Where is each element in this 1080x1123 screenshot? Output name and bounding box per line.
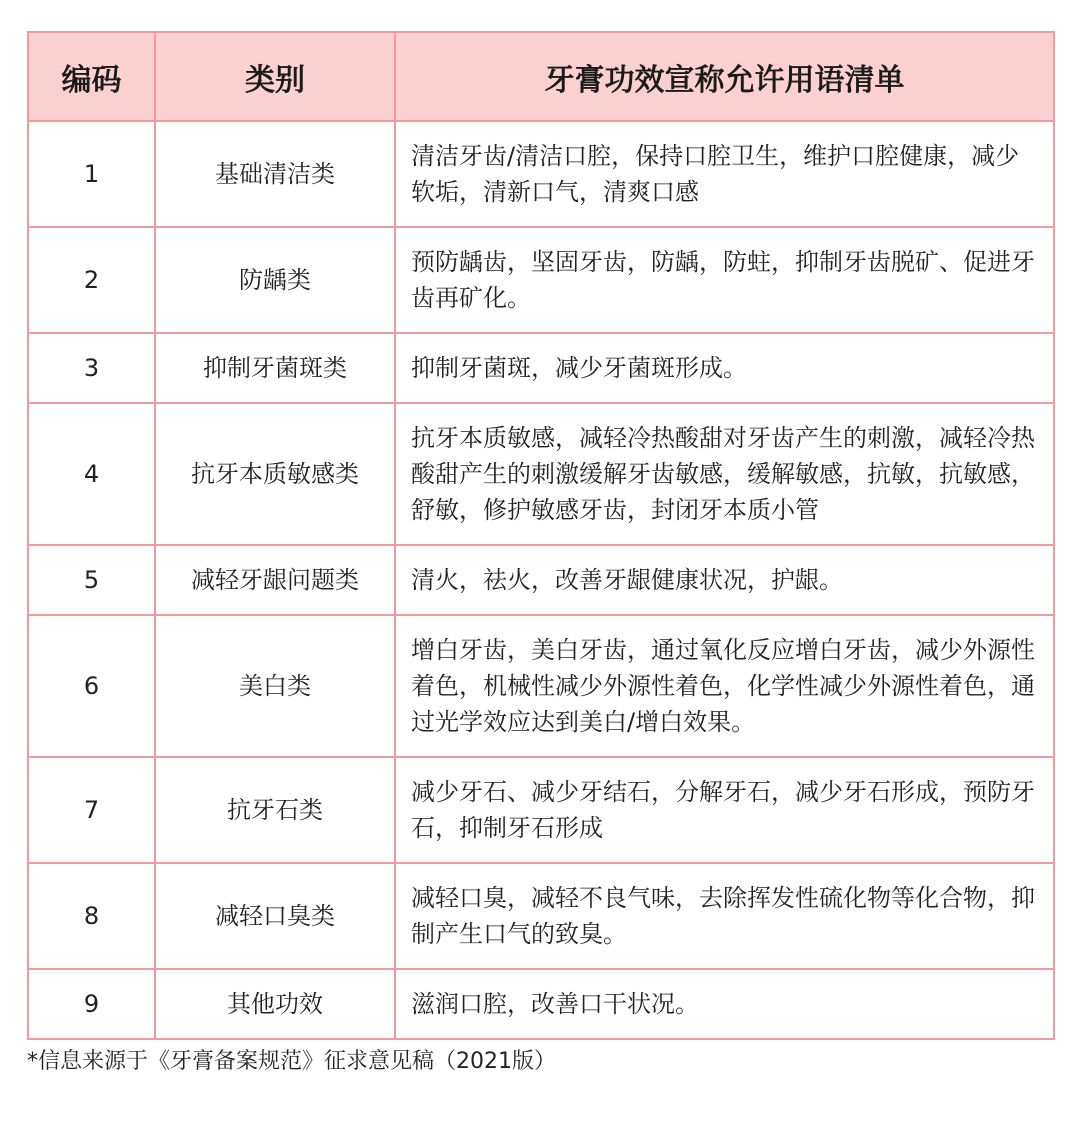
table-row <box>28 969 1054 1039</box>
row-code: 6 <box>28 615 155 757</box>
row-code: 7 <box>28 757 155 863</box>
header-code: 编码 <box>28 32 155 121</box>
table-row <box>28 615 1054 757</box>
row-category: 基础清洁类 <box>155 121 395 227</box>
row-code: 8 <box>28 863 155 969</box>
table-row <box>28 757 1054 863</box>
row-category: 防龋类 <box>155 227 395 333</box>
row-category: 抗牙本质敏感类 <box>155 403 395 545</box>
row-claims: 滋润口腔，改善口干状况。 <box>395 969 1054 1039</box>
row-category: 抗牙石类 <box>155 757 395 863</box>
row-category: 抑制牙菌斑类 <box>155 333 395 403</box>
row-code: 2 <box>28 227 155 333</box>
header-category: 类别 <box>155 32 395 121</box>
row-claims: 减轻口臭，减轻不良气味，去除挥发性硫化物等化合物，抑制产生口气的致臭。 <box>395 863 1054 969</box>
table-row <box>28 403 1054 545</box>
row-code: 3 <box>28 333 155 403</box>
table-row <box>28 545 1054 615</box>
table-row <box>28 121 1054 227</box>
row-code: 4 <box>28 403 155 545</box>
header-claims: 牙膏功效宣称允许用语清单 <box>395 32 1054 121</box>
table-header-row <box>28 32 1054 121</box>
row-claims: 清洁牙齿/清洁口腔，保持口腔卫生，维护口腔健康，减少软垢，清新口气，清爽口感 <box>395 121 1054 227</box>
row-code: 9 <box>28 969 155 1039</box>
row-claims: 增白牙齿，美白牙齿，通过氧化反应增白牙齿，减少外源性着色，机械性减少外源性着色，化学性减少外源性着色，通过光学效应达到美白/增白效果。 <box>395 615 1054 757</box>
row-code: 5 <box>28 545 155 615</box>
row-claims: 预防龋齿，坚固牙齿，防龋，防蛀，抑制牙齿脱矿、促进牙齿再矿化。 <box>395 227 1054 333</box>
claims-table <box>27 31 1055 1040</box>
row-category: 其他功效 <box>155 969 395 1039</box>
row-claims: 抗牙本质敏感，减轻冷热酸甜对牙齿产生的刺激，减轻冷热酸甜产生的刺激缓解牙齿敏感，缓解敏感，抗敏，抗敏感，舒敏，修护敏感牙齿，封闭牙本质小管 <box>395 403 1054 545</box>
row-claims: 减少牙石、减少牙结石，分解牙石，减少牙石形成，预防牙石，抑制牙石形成 <box>395 757 1054 863</box>
row-category: 减轻口臭类 <box>155 863 395 969</box>
table-row <box>28 863 1054 969</box>
row-category: 美白类 <box>155 615 395 757</box>
row-claims: 清火，祛火，改善牙龈健康状况，护龈。 <box>395 545 1054 615</box>
table-row <box>28 227 1054 333</box>
source-footnote: *信息来源于《牙膏备案规范》征求意见稿（2021版） <box>27 1049 556 1074</box>
row-claims: 抑制牙菌斑，减少牙菌斑形成。 <box>395 333 1054 403</box>
table-row <box>28 333 1054 403</box>
row-code: 1 <box>28 121 155 227</box>
row-category: 减轻牙龈问题类 <box>155 545 395 615</box>
claims-table-container <box>27 31 1053 1040</box>
